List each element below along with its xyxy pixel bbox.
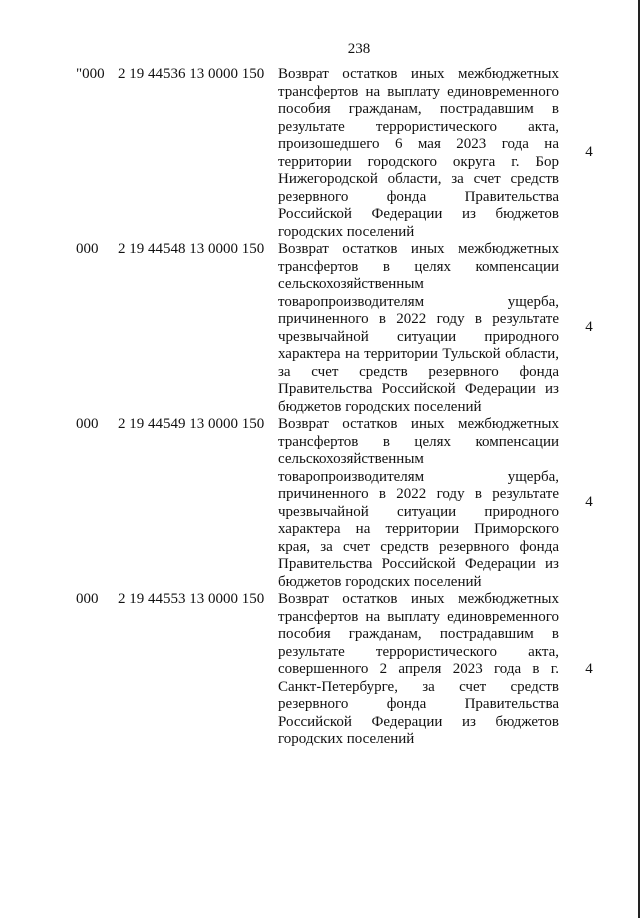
amount: 4 [585, 661, 593, 677]
amount: 4 [585, 494, 593, 510]
budget-code: 2 19 44548 13 0000 150 [118, 241, 265, 257]
table-row [0, 416, 640, 591]
row-description: Возврат остатков иных межбюджетных трансфертов на выплату единовременного пособия гражданам, пострадавшим в результате террористического акта, совершенного 2 апреля 2023 года в г. Санкт-Петербурге, за счет средств резервного фонда Правительства Российской Федерации из бюджетов городских поселений [278, 591, 559, 747]
table-row [0, 591, 640, 749]
row-description: Возврат остатков иных межбюджетных трансфертов на выплату единовременного пособия гражданам, пострадавшим в результате террористического акта, произошедшего 6 мая 2023 года на территории городского округа г. Бор Нижегородской области, за счет средств резервного фонда Правительства Российской Федерации из бюджетов городских поселений [278, 66, 559, 240]
amount: 4 [585, 144, 593, 160]
budget-classification-table [0, 66, 640, 749]
row-description: Возврат остатков иных межбюджетных трансфертов в целях компенсации сельскохозяйственным товаропроизводителям ущерба, причиненного в 2022 году в результате чрезвычайной ситуации природного характера на территории Приморского края, за счет средств резервного фонда Правительства Российской Федерации из бюджетов городских поселений [278, 416, 559, 590]
row-description: Возврат остатков иных межбюджетных трансфертов в целях компенсации сельскохозяйственным товаропроизводителям ущерба, причиненного в 2022 году в результате чрезвычайной ситуации природного характера на территории Тульской области, за счет средств резервного фонда Правительства Российской Федерации из бюджетов городских поселений [278, 241, 559, 415]
admin-code: 000 [76, 241, 99, 257]
admin-code: 000 [76, 591, 99, 607]
budget-code: 2 19 44536 13 0000 150 [118, 66, 265, 82]
admin-code: 000 [76, 416, 99, 432]
table-row [0, 241, 640, 416]
amount: 4 [585, 319, 593, 335]
page-number: 238 [347, 41, 371, 57]
budget-code: 2 19 44553 13 0000 150 [118, 591, 265, 607]
admin-code: "000 [76, 66, 105, 82]
budget-code: 2 19 44549 13 0000 150 [118, 416, 265, 432]
table-row [0, 66, 640, 241]
